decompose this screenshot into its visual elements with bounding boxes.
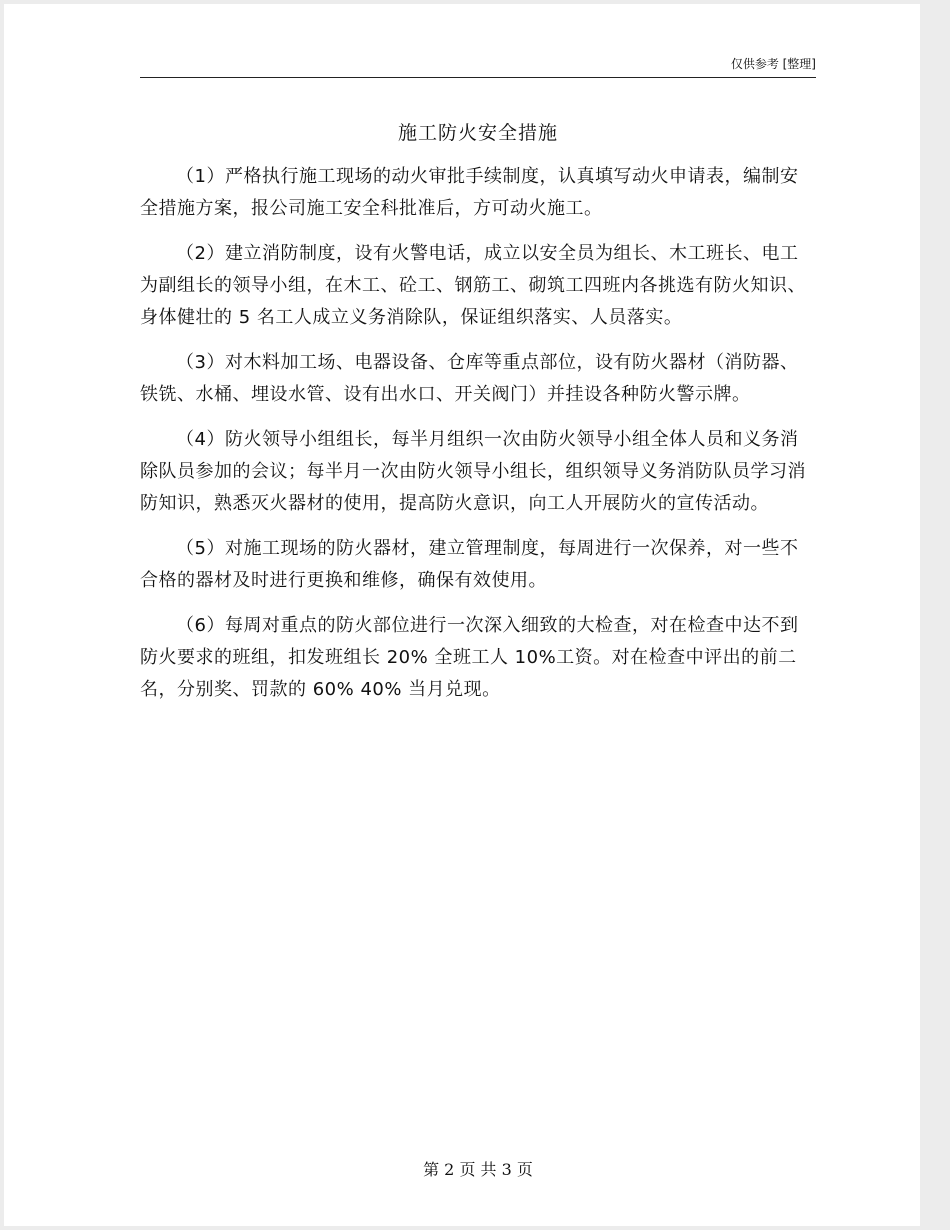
paragraph-2: （2）建立消防制度，设有火警电话，成立以安全员为组长、木工班长、电工为副组长的领导小组，在木工、砼工、钢筋工、砌筑工四班内各挑选有防火知识、身体健壮的 5 名工人成立义务消除队，保证组织落实、人员落实。 (140, 243, 806, 328)
paragraph-5: （5）对施工现场的防火器材，建立管理制度，每周进行一次保养，对一些不合格的器材及时进行更换和维修，确保有效使用。 (140, 538, 799, 591)
paragraph-3: （3）对木料加工场、电器设备、仓库等重点部位，设有防火器材（消防器、铁铣、水桶、埋设水管、设有出水口、开关阀门）并挂设各种防火警示牌。 (140, 352, 799, 405)
paragraph-1: （1）严格执行施工现场的动火审批手续制度，认真填写动火申请表，编制安全措施方案，报公司施工安全科批准后，方可动火施工。 (140, 166, 799, 219)
document-title: 施工防火安全措施 (397, 122, 558, 144)
document-body (140, 161, 816, 719)
paragraph-6: （6）每周对重点的防火部位进行一次深入细致的大检查，对在检查中达不到防火要求的班组，扣发班组长 20% 全班工人 10%工资。对在检查中评出的前二名，分别奖、罚款的 60% 40% 当月兑现。 (140, 615, 799, 700)
header-rule (140, 77, 816, 78)
paragraph-4: （4）防火领导小组组长，每半月组织一次由防火领导小组全体人员和义务消除队员参加的会议；每半月一次由防火领导小组长，组织领导义务消防队员学习消防知识，熟悉灭火器材的使用，提高防火意识，向工人开展防火的宣传活动。 (140, 429, 806, 514)
document-page (4, 4, 920, 1226)
header-note: 仅供参考 [整理] (730, 57, 816, 71)
page-number: 第 2 页 共 3 页 (423, 1160, 533, 1179)
